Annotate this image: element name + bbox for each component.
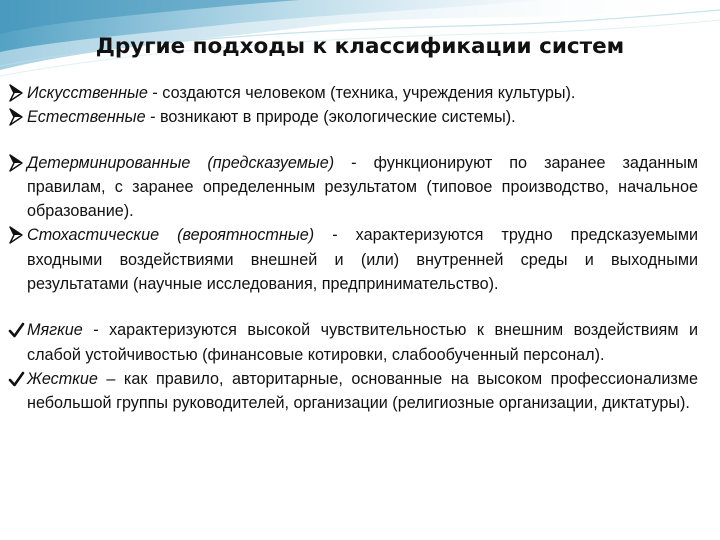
arrowhead-bullet-icon <box>8 83 25 103</box>
list-item-deterministic <box>8 151 698 224</box>
item-term: Детерминированные (предсказуемые) <box>27 153 335 172</box>
checkmark-bullet-icon <box>8 320 25 340</box>
arrowhead-bullet-icon <box>8 153 25 173</box>
list-item-natural <box>8 105 698 129</box>
arrowhead-bullet-icon <box>8 107 25 127</box>
slide-title: Другие подходы к классификации систем <box>95 34 625 59</box>
arrowhead-bullet-icon <box>8 225 25 245</box>
item-term: Мягкие <box>27 321 83 340</box>
item-text: - создаются человеком (техника, учреждения культуры). <box>147 84 576 102</box>
item-term: Искусственные <box>27 84 148 102</box>
item-text: - характеризуются высокой чувствительностью к внешним воздействиям и слабой устойчивостью (финансовые котировки, слабообученный персонал). <box>27 321 698 364</box>
list-item-artificial <box>8 81 698 105</box>
item-term: Жесткие <box>27 369 98 388</box>
list-item-rigid <box>8 367 698 416</box>
list-item-stochastic <box>8 223 698 296</box>
item-text: – как правило, авторитарные, основанные на высоком профессионализме небольшой группы руководителей, организации (религиозные организации, диктатуры). <box>27 369 698 413</box>
item-text: - возникают в природе (экологические системы). <box>145 108 516 127</box>
bullet-list <box>8 81 698 416</box>
list-item-soft <box>8 318 698 367</box>
item-text: - функционируют по заранее заданным правилам, с заранее определенным результатом (типовое производство, начальное образование). <box>27 153 698 221</box>
checkmark-bullet-icon <box>8 369 25 389</box>
item-term: Стохастические (вероятностные) <box>27 226 315 245</box>
item-term: Естественные <box>27 108 146 127</box>
item-text: - характеризуются трудно предсказуемыми входными воздействиями внешней и (или) внутренней среды и выходными результатами (научные исследования, предпринимательство). <box>27 226 698 294</box>
